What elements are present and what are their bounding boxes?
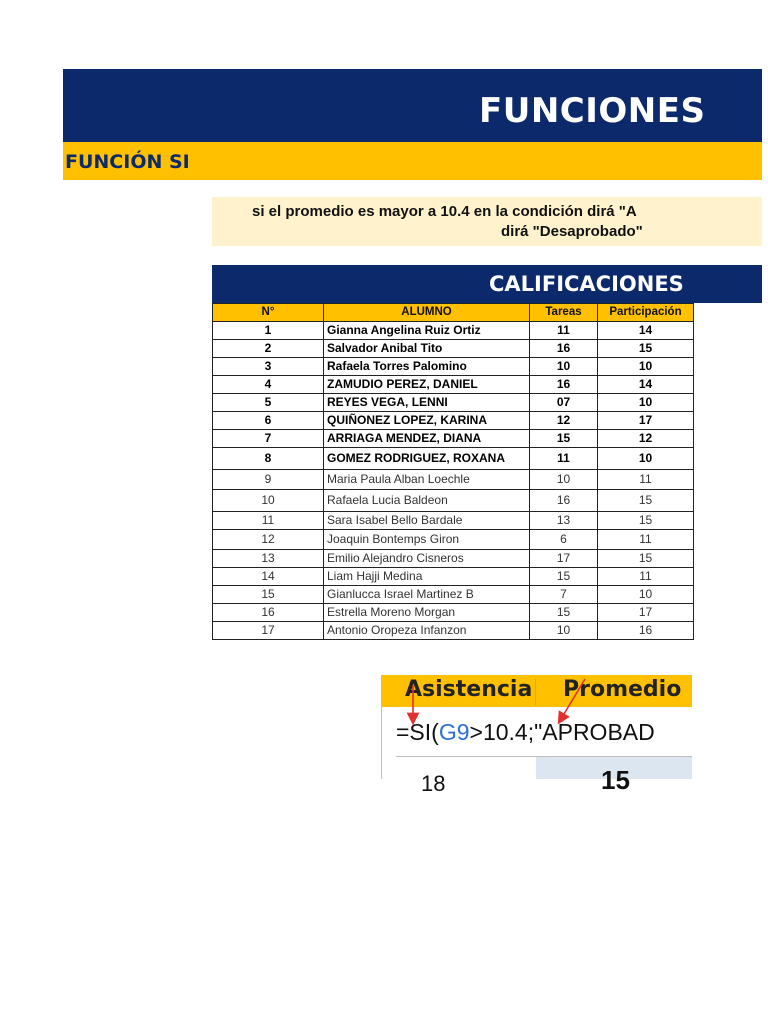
cell-student: Antonio Oropeza Infanzon <box>324 622 530 640</box>
cell-tasks: 10 <box>530 470 598 490</box>
cell-tasks: 16 <box>530 340 598 358</box>
cell-tasks: 07 <box>530 394 598 412</box>
cell-participation: 15 <box>598 550 694 568</box>
annotation-arrows <box>381 675 692 779</box>
table-row <box>213 470 694 490</box>
instruction-note <box>212 197 762 246</box>
table-row <box>213 622 694 640</box>
cell-student: Maria Paula Alban Loechle <box>324 470 530 490</box>
section-strip <box>63 142 762 180</box>
table-header-row <box>213 304 694 322</box>
cell-number: 4 <box>213 376 324 394</box>
section-label: FUNCIÓN SI <box>65 151 190 173</box>
table-row <box>213 448 694 470</box>
table-row <box>213 530 694 550</box>
crop-header-promedio: Promedio <box>563 677 682 702</box>
cell-number: 14 <box>213 568 324 586</box>
crop-value-promedio: 15 <box>601 765 630 795</box>
table-row <box>213 512 694 530</box>
page-title: FUNCIONES <box>479 91 706 131</box>
note-line-1: si el promedio es mayor a 10.4 en la condición dirá "A <box>252 203 637 220</box>
cell-number: 17 <box>213 622 324 640</box>
cell-number: 16 <box>213 604 324 622</box>
table-title: CALIFICACIONES <box>489 272 684 296</box>
cell-tasks: 10 <box>530 358 598 376</box>
cell-student: GOMEZ RODRIGUEZ, ROXANA <box>324 448 530 470</box>
cell-participation: 15 <box>598 512 694 530</box>
table-row <box>213 490 694 512</box>
cell-tasks: 13 <box>530 512 598 530</box>
table-row <box>213 322 694 340</box>
cell-tasks: 17 <box>530 550 598 568</box>
cell-number: 9 <box>213 470 324 490</box>
cell-number: 8 <box>213 448 324 470</box>
table-row <box>213 340 694 358</box>
cell-student: Salvador Anibal Tito <box>324 340 530 358</box>
table-row <box>213 604 694 622</box>
cell-student: REYES VEGA, LENNI <box>324 394 530 412</box>
cell-participation: 14 <box>598 376 694 394</box>
cell-number: 10 <box>213 490 324 512</box>
table-row <box>213 568 694 586</box>
cell-number: 7 <box>213 430 324 448</box>
cell-student: QUIÑONEZ LOPEZ, KARINA <box>324 412 530 430</box>
table-row <box>213 586 694 604</box>
cell-tasks: 16 <box>530 490 598 512</box>
cell-tasks: 12 <box>530 412 598 430</box>
note-line-2: dirá "Desaprobado" <box>501 223 643 240</box>
table-row <box>213 394 694 412</box>
cell-participation: 16 <box>598 622 694 640</box>
cell-student: Rafaela Torres Palomino <box>324 358 530 376</box>
table-row <box>213 412 694 430</box>
cell-participation: 11 <box>598 568 694 586</box>
cell-participation: 17 <box>598 412 694 430</box>
cell-tasks: 11 <box>530 448 598 470</box>
table-row <box>213 358 694 376</box>
cell-number: 13 <box>213 550 324 568</box>
cell-tasks: 15 <box>530 604 598 622</box>
cell-participation: 14 <box>598 322 694 340</box>
cell-tasks: 15 <box>530 430 598 448</box>
cell-number: 1 <box>213 322 324 340</box>
cell-number: 12 <box>213 530 324 550</box>
table-row <box>213 430 694 448</box>
header-student: ALUMNO <box>324 304 530 322</box>
cell-tasks: 11 <box>530 322 598 340</box>
cell-student: Liam Hajji Medina <box>324 568 530 586</box>
cell-tasks: 16 <box>530 376 598 394</box>
cell-participation: 17 <box>598 604 694 622</box>
cell-participation: 11 <box>598 530 694 550</box>
cell-number: 5 <box>213 394 324 412</box>
cell-participation: 12 <box>598 430 694 448</box>
table-row <box>213 376 694 394</box>
cell-number: 15 <box>213 586 324 604</box>
cell-tasks: 7 <box>530 586 598 604</box>
header-tasks: Tareas <box>530 304 598 322</box>
cell-student: Estrella Moreno Morgan <box>324 604 530 622</box>
cell-student: Sara Isabel Bello Bardale <box>324 512 530 530</box>
table-body <box>213 322 694 640</box>
cell-participation: 11 <box>598 470 694 490</box>
cell-student: ZAMUDIO PEREZ, DANIEL <box>324 376 530 394</box>
grades-table <box>212 303 694 640</box>
cell-tasks: 10 <box>530 622 598 640</box>
header-number: N° <box>213 304 324 322</box>
cell-number: 6 <box>213 412 324 430</box>
formula-cell-ref: G9 <box>438 719 470 745</box>
cell-participation: 10 <box>598 358 694 376</box>
cell-number: 3 <box>213 358 324 376</box>
table-title-bar <box>212 265 762 303</box>
cell-participation: 10 <box>598 448 694 470</box>
header-participation: Participación <box>598 304 694 322</box>
cell-student: Rafaela Lucia Baldeon <box>324 490 530 512</box>
table-row <box>213 550 694 568</box>
crop-value-asistencia: 18 <box>421 771 446 796</box>
cell-number: 2 <box>213 340 324 358</box>
cell-participation: 10 <box>598 586 694 604</box>
title-banner <box>63 69 762 142</box>
cell-student: Joaquin Bontemps Giron <box>324 530 530 550</box>
arrow-diagonal-icon <box>561 679 585 719</box>
formula-prefix: =SI( <box>396 719 439 745</box>
crop-header-asistencia: Asistencia <box>405 677 533 702</box>
cell-participation: 15 <box>598 340 694 358</box>
formula-suffix: >10.4;"APROBAD <box>469 719 655 745</box>
cell-number: 11 <box>213 512 324 530</box>
formula-screenshot <box>381 675 692 796</box>
cell-tasks: 6 <box>530 530 598 550</box>
cell-participation: 15 <box>598 490 694 512</box>
cell-participation: 10 <box>598 394 694 412</box>
cell-tasks: 15 <box>530 568 598 586</box>
cell-student: Gianlucca Israel Martinez B <box>324 586 530 604</box>
cell-student: Gianna Angelina Ruiz Ortiz <box>324 322 530 340</box>
cell-student: ARRIAGA MENDEZ, DIANA <box>324 430 530 448</box>
cell-student: Emilio Alejandro Cisneros <box>324 550 530 568</box>
